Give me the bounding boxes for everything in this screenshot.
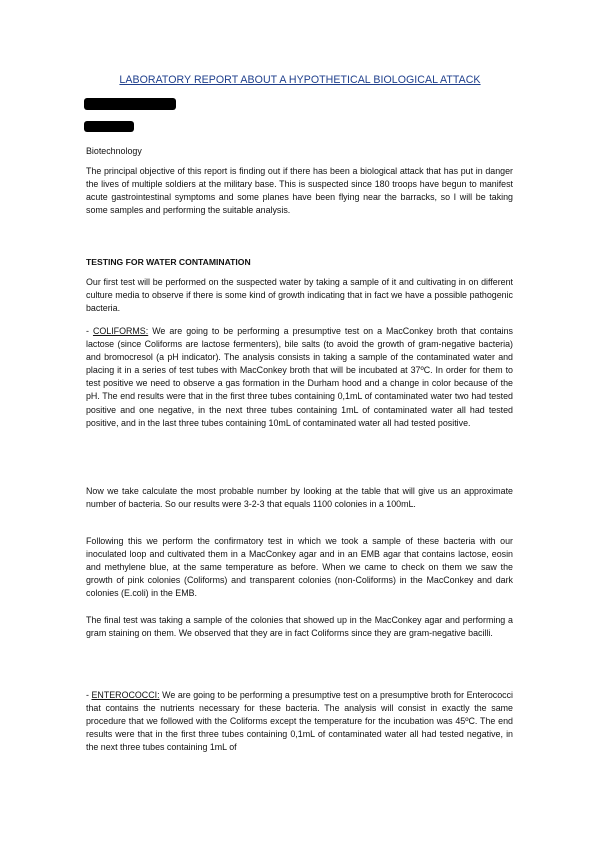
enterococci-text: We are going to be performing a presumptive test on a presumptive broth for Enterococci that contains the nutrients necessary for these bacteria. The analysis will consist in exactly the same procedure that we followed with the Coliforms except the temperature for the incubation was 45ºC. The end results were that in the first three tubes containing 0,1mL of contaminated water all had tested negative, in the next three tubes containing 1mL of	[86, 690, 513, 753]
report-title: LABORATORY REPORT ABOUT A HYPOTHETICAL BIOLOGICAL ATTACK	[119, 74, 481, 86]
enterococci-paragraph	[86, 689, 513, 754]
confirmatory-paragraph: Following this we perform the confirmatory test in which we took a sample of these bacteria with our inoculated loop and cultivated them in a MacConkey agar and in an EMB agar that contains lactose, eosin and methylene blue, at the same temperature as before. When we came to check on them we saw the growth of pink colonies (Coliforms) and transparent colonies (non-Coliforms) in the MacConkey and dark colonies (E.coli) in the EMB.	[86, 536, 513, 599]
water-test-paragraph: Our first test will be performed on the suspected water by taking a sample of it and cultivating in on different culture media to observe if there is some kind of growth indicating that in fact we have a possible pathogenic bacteria.	[86, 277, 513, 314]
redacted-author-id	[84, 121, 134, 132]
section-heading: TESTING FOR WATER CONTAMINATION	[86, 257, 251, 267]
enterococci-dash: -	[86, 690, 92, 700]
enterococci-label: ENTEROCOCCI:	[91, 690, 160, 700]
coliforms-dash: -	[86, 326, 93, 336]
coliforms-label: COLIFORMS:	[92, 326, 149, 336]
intro-paragraph: The principal objective of this report is finding out if there has been a biological attack that has put in danger the lives of multiple soldiers at the military base. This is suspected since 180 troops have begun to manifest acute gastrointestinal symptoms and some planes have been flying near the barracks, so I will be taking some samples and performing the suitable analysis.	[86, 166, 513, 216]
redacted-author-name	[84, 98, 176, 110]
subject-line: Biotechnology	[86, 146, 142, 156]
coliforms-paragraph	[86, 325, 513, 430]
gram-stain-paragraph: The final test was taking a sample of the colonies that showed up in the MacConkey agar and performing a gram staining on them. We observed that they are in fact Coliforms since they are gram-negative bacilli.	[86, 615, 513, 639]
coliforms-text: We are going to be performing a presumptive test on a MacConkey broth that contains lactose (since Coliforms are lactose fermenters), bile salts (to avoid the growth of gram-negative bacteria) and bromocresol (a pH indicator). The analysis consists in taking a sample of the contaminated water and placing it in a series of test tubes with MacConkey broth that will be incubated at 37ºC. In order for them to test positive we need to observe a gas formation in the Durham hood and a change in color because of the pH. The end results were that in the first three tubes containing 0,1mL of contaminated water two had tested positive and one negative, in the next three tubes containing 1mL of contaminated water all had tested positive, and in the last three tubes containing 10mL of contaminated water all had tested positive.	[86, 326, 513, 428]
mpn-paragraph: Now we take calculate the most probable number by looking at the table that will give us an approximate number of bacteria. So our results were 3-2-3 that equals 1100 colonies in a 100mL.	[86, 486, 513, 510]
